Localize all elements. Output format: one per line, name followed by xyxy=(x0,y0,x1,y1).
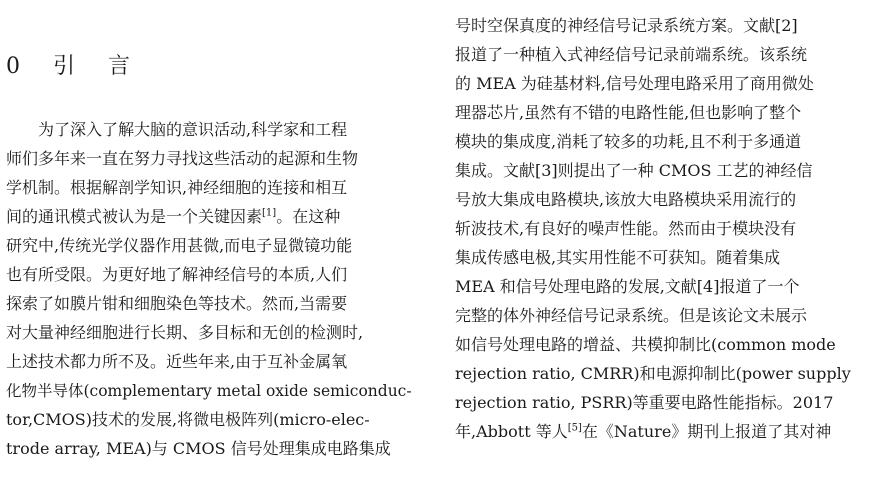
paragraph-line: 集成传感电极,其实用性能不可获知。随着集成 xyxy=(455,248,781,267)
paragraph-line: 间的通讯模式被认为是一个关键因素[1]。在这种 xyxy=(6,207,341,226)
paragraph-line: 报道了一种植入式神经信号记录前端系统。该系统 xyxy=(455,45,808,64)
paragraph-line: MEA 和信号处理电路的发展,文献[4]报道了一个 xyxy=(455,277,800,296)
paragraph-line: 化物半导体(complementary metal oxide semiconduc- xyxy=(6,382,412,400)
paragraph-line: rejection ratio, PSRR)等重要电路性能指标。2017 xyxy=(455,393,834,412)
paragraph-line: 集成。文献[3]则提出了一种 CMOS 工艺的神经信 xyxy=(455,161,813,180)
paragraph-line: 理器芯片,虽然有不错的电路性能,但也影响了整个 xyxy=(455,103,802,122)
citation-marker: [1] xyxy=(262,207,277,219)
paragraph-line: 号放大集成电路模块,该放大电路模块采用流行的 xyxy=(455,190,797,209)
paragraph-line: 探索了如膜片钳和细胞染色等技术。然而,当需要 xyxy=(6,294,348,313)
paragraph-line: 师们多年来一直在努力寻找这些活动的起源和生物 xyxy=(6,149,359,168)
paragraph-line: 的 MEA 为硅基材料,信号处理电路采用了商用微处 xyxy=(455,74,814,93)
paragraph-line: 为了深入了解大脑的意识活动,科学家和工程 xyxy=(38,120,348,139)
paragraph-line: 号时空保真度的神经信号记录系统方案。文献[2] xyxy=(455,16,798,35)
paragraph-line: 模块的集成度,消耗了较多的功耗,且不利于多通道 xyxy=(455,132,802,151)
paragraph-line: tor,CMOS)技术的发展,将微电极阵列(micro-elec- xyxy=(6,410,370,429)
paragraph-line: trode array, MEA)与 CMOS 信号处理集成电路集成 xyxy=(6,439,391,458)
paragraph-line: 如信号处理电路的增益、共模抑制比(common mode xyxy=(455,335,836,354)
citation-marker: [5] xyxy=(567,422,582,434)
paragraph-line: 学机制。根据解剖学知识,神经细胞的连接和相互 xyxy=(6,178,348,197)
paragraph-line: 研究中,传统光学仪器作用甚微,而电子显微镜功能 xyxy=(6,236,353,255)
paragraph-line: 年,Abbott 等人[5]在《Nature》期刊上报道了其对神 xyxy=(455,422,832,441)
paragraph-line: 对大量神经细胞进行长期、多目标和无创的检测时, xyxy=(6,323,364,342)
section-heading: 0 引 言 xyxy=(6,54,143,79)
paragraph-line: rejection ratio, CMRR)和电源抑制比(power supply xyxy=(455,364,851,383)
paragraph-line: 也有所受限。为更好地了解神经信号的本质,人们 xyxy=(6,265,348,284)
paragraph-line: 上述技术都力所不及。近些年来,由于互补金属氧 xyxy=(6,352,348,371)
paragraph-line: 斩波技术,有良好的噪声性能。然而由于模块没有 xyxy=(455,219,797,238)
paragraph-line: 完整的体外神经信号记录系统。但是该论文未展示 xyxy=(455,306,808,325)
